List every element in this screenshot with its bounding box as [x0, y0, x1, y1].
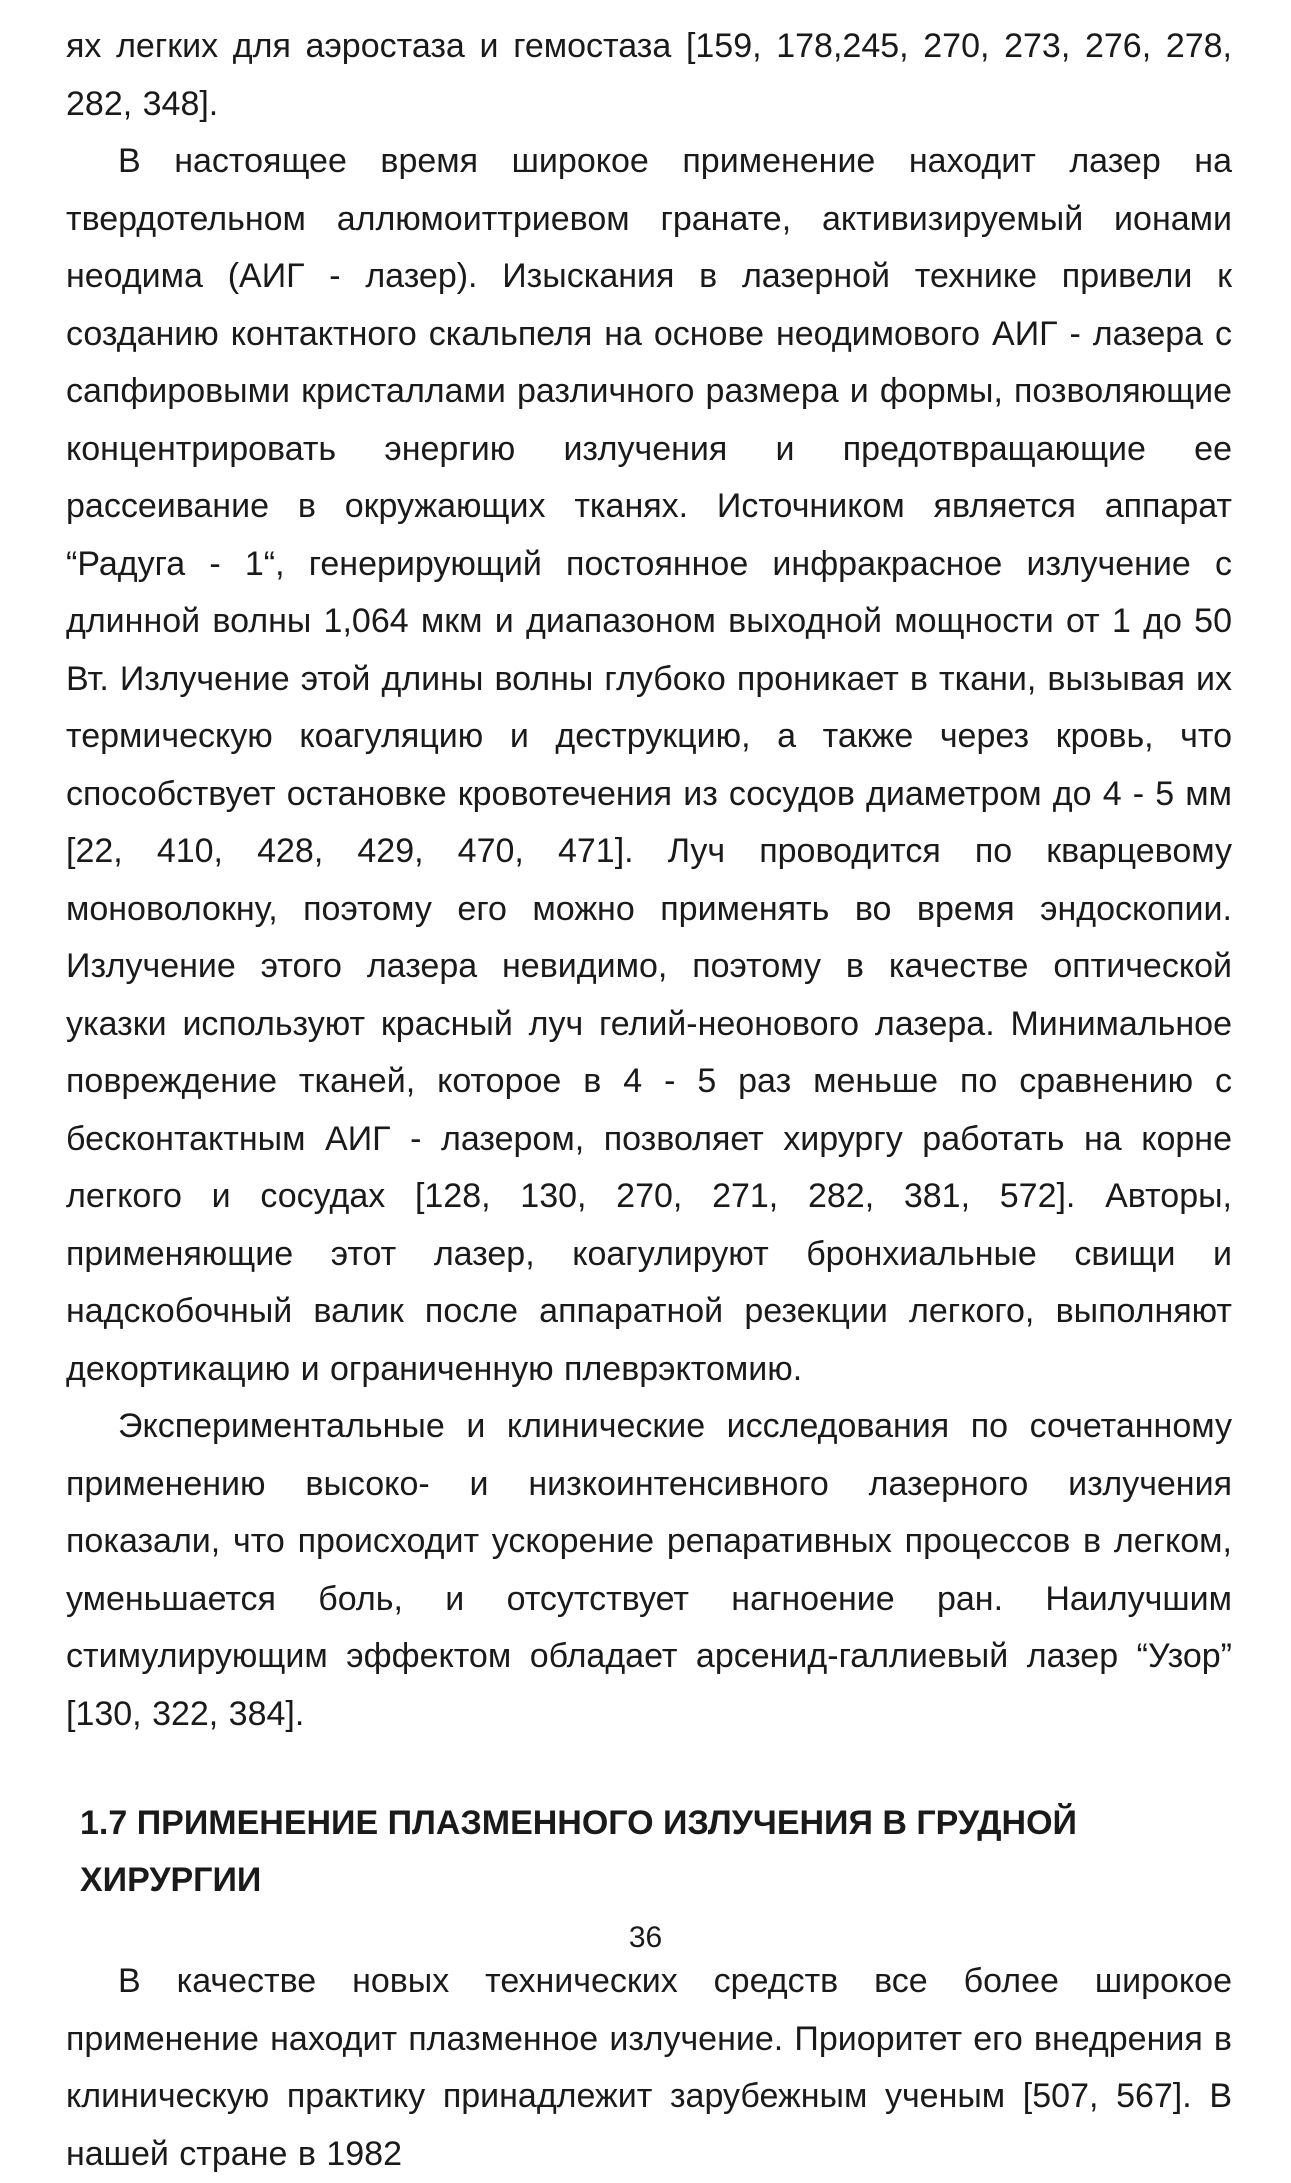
paragraph-experimental-studies: Экспериментальные и клинические исследования по сочетанному применению высоко- и низкоинтенсивного лазерного излучения показали, что происходит ускорение репаративных процессов в легком, уменьшается боль, и отсутствует нагноение ран. Наилучшим стимулирующим эффектом обладает арсенид-галлиевый лазер “Узор” [130, 322, 384].	[66, 1407, 1232, 1733]
paragraph-continuation: ях легких для аэростаза и гемостаза [159, 178,245, 270, 273, 276, 278, 282, 348].	[66, 27, 1232, 123]
paragraph-plasma-intro: В качестве новых технических средств все более широкое применение находит плазменное излучение. Приоритет его внедрения в клиническую практику принадлежит зарубежным ученым [507, 567]. В нашей стране в 1982	[66, 1962, 1232, 2173]
page-number: 36	[628, 1921, 663, 1954]
paragraph-laser-aig: В настоящее время широкое применение находит лазер на твердотельном аллюмоиттриевом гранате, активизируемый ионами неодима (АИГ - лазер). Изыскания в лазерной технике привели к созданию контактного скальпеля на основе неодимового АИГ - лазера с сапфировыми кристаллами различного размера и формы, позволяющие концентрировать энергию излучения и предотвращающие ее рассеивание в окружающих тканях. Источником является аппарат “Радуга - 1“, генерирующий постоянное инфракрасное излучение с длинной волны 1,064 мкм и диапазоном выходной мощности от 1 до 50 Вт. Излучение этой длины волны глубоко проникает в ткани, вызывая их термическую коагуляцию и деструкцию, а также через кровь, что способствует остановке кровотечения из сосудов диаметром до 4 - 5 мм [22, 410, 428, 429, 470, 471]. Луч проводится по кварцевому моноволокну, поэтому его можно применять во время эндоскопии. Излучение этого лазера невидимо, поэтому в качестве оптической указки используют красный луч гелий-неонового лазера. Минимальное повреждение тканей, которое в 4 - 5 раз меньше по сравнению с бесконтактным АИГ - лазером, позволяет хирургу работать на корне легкого и сосудах [128, 130, 270, 271, 282, 381, 572]. Авторы, применяющие этот лазер, коагулируют бронхиальные свищи и надскобочный валик после аппаратной резекции легкого, выполняют декортикацию и ограниченную плеврэктомию.	[66, 142, 1232, 1388]
document-page	[66, 18, 1232, 2183]
section-heading: 1.7 ПРИМЕНЕНИЕ ПЛАЗМЕННОГО ИЗЛУЧЕНИЯ В ГРУДНОЙ ХИРУРГИИ	[80, 1804, 1077, 1899]
